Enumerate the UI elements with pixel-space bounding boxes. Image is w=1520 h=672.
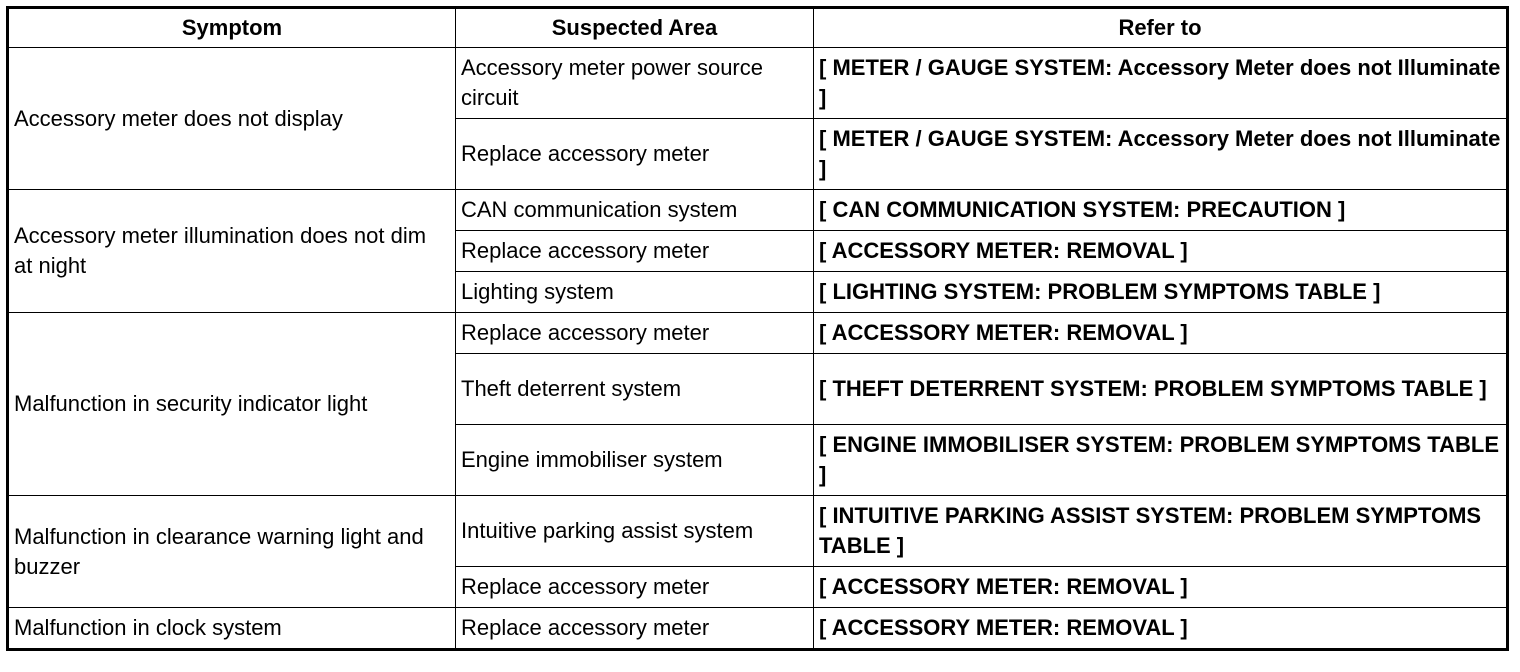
suspected-area-cell: Replace accessory meter — [456, 608, 814, 650]
refer-to-link[interactable]: [ LIGHTING SYSTEM: PROBLEM SYMPTOMS TABLE ] — [814, 272, 1508, 313]
suspected-area-cell: Accessory meter power source circuit — [456, 48, 814, 119]
symptom-cell: Malfunction in clock system — [8, 608, 456, 650]
refer-to-link[interactable]: [ ACCESSORY METER: REMOVAL ] — [814, 567, 1508, 608]
suspected-area-cell: Lighting system — [456, 272, 814, 313]
suspected-area-cell: Theft deterrent system — [456, 354, 814, 425]
header-suspected-area: Suspected Area — [456, 8, 814, 48]
problem-symptoms-table — [6, 6, 1509, 651]
refer-to-link[interactable]: [ CAN COMMUNICATION SYSTEM: PRECAUTION ] — [814, 190, 1508, 231]
table-row — [8, 496, 1508, 567]
suspected-area-cell: Replace accessory meter — [456, 119, 814, 190]
table-row — [8, 608, 1508, 650]
refer-to-link[interactable]: [ ENGINE IMMOBILISER SYSTEM: PROBLEM SYMPTOMS TABLE ] — [814, 425, 1508, 496]
refer-to-link[interactable]: [ ACCESSORY METER: REMOVAL ] — [814, 313, 1508, 354]
symptom-cell: Accessory meter illumination does not dim at night — [8, 190, 456, 313]
refer-to-link[interactable]: [ METER / GAUGE SYSTEM: Accessory Meter does not Illuminate ] — [814, 119, 1508, 190]
refer-to-link[interactable]: [ THEFT DETERRENT SYSTEM: PROBLEM SYMPTOMS TABLE ] — [814, 354, 1508, 425]
header-refer-to: Refer to — [814, 8, 1508, 48]
table-row — [8, 190, 1508, 231]
table-row — [8, 48, 1508, 119]
suspected-area-cell: Intuitive parking assist system — [456, 496, 814, 567]
suspected-area-cell: Replace accessory meter — [456, 231, 814, 272]
refer-to-link[interactable]: [ INTUITIVE PARKING ASSIST SYSTEM: PROBLEM SYMPTOMS TABLE ] — [814, 496, 1508, 567]
symptom-cell: Malfunction in security indicator light — [8, 313, 456, 496]
refer-to-link[interactable]: [ ACCESSORY METER: REMOVAL ] — [814, 231, 1508, 272]
suspected-area-cell: Replace accessory meter — [456, 567, 814, 608]
table-row — [8, 313, 1508, 354]
refer-to-link[interactable]: [ ACCESSORY METER: REMOVAL ] — [814, 608, 1508, 650]
suspected-area-cell: Replace accessory meter — [456, 313, 814, 354]
suspected-area-cell: CAN communication system — [456, 190, 814, 231]
suspected-area-cell: Engine immobiliser system — [456, 425, 814, 496]
symptom-cell: Accessory meter does not display — [8, 48, 456, 190]
header-row — [8, 8, 1508, 48]
header-symptom: Symptom — [8, 8, 456, 48]
symptom-cell: Malfunction in clearance warning light and buzzer — [8, 496, 456, 608]
refer-to-link[interactable]: [ METER / GAUGE SYSTEM: Accessory Meter does not Illuminate ] — [814, 48, 1508, 119]
